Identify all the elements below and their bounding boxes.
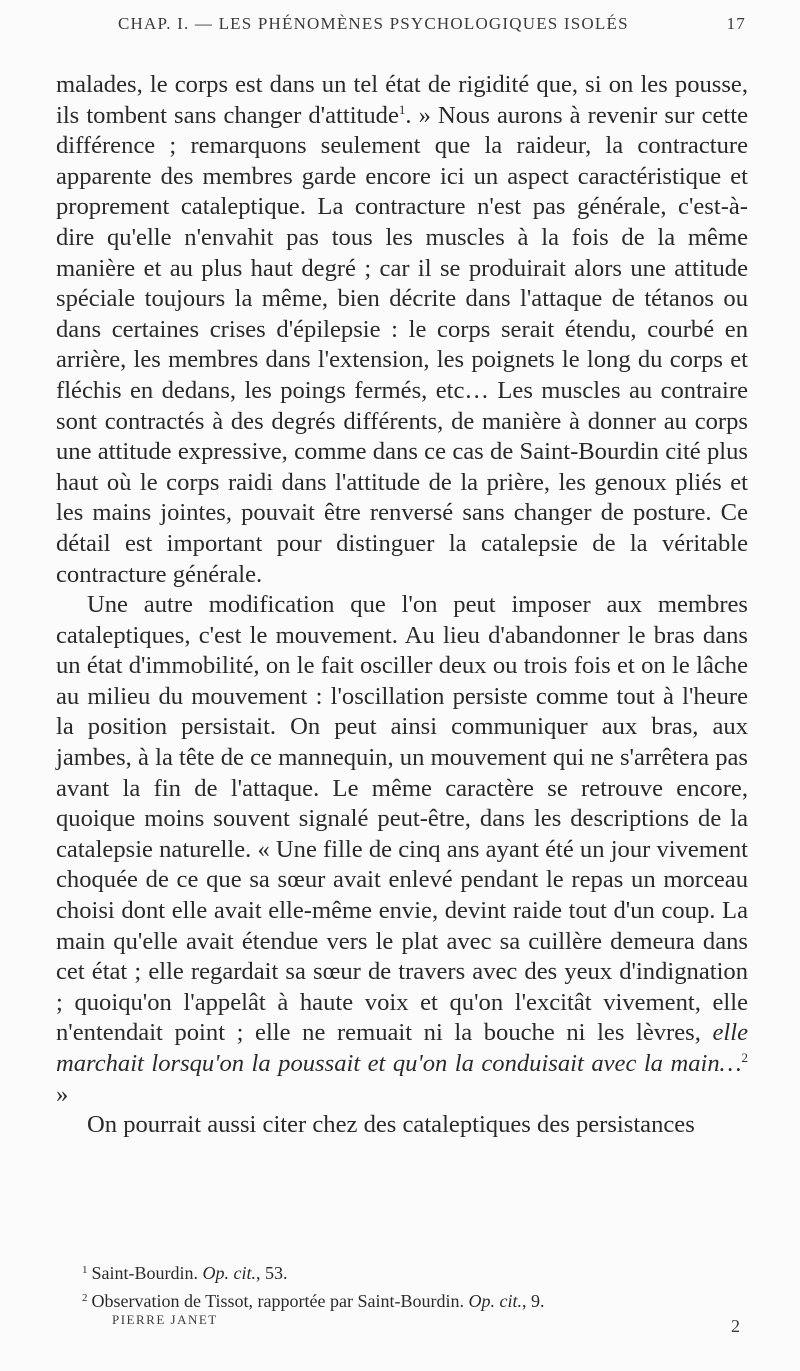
- footnote-1-italic: Op. cit.: [202, 1263, 256, 1283]
- running-title: CHAP. I. — LES PHÉNOMÈNES PSYCHOLOGIQUES ISOLÉS: [118, 14, 629, 33]
- paragraph-1: [56, 70, 748, 590]
- paragraph-2-italic-quote: elle marchait lorsqu'on la poussait et qu'on la conduisait avec la main…: [56, 1019, 748, 1077]
- footnote-1-mark: 1: [82, 1264, 88, 1276]
- footnote-1: [82, 1258, 762, 1286]
- footnote-2-text-a: Observation de Tissot, rapportée par Saint-Bourdin.: [91, 1291, 469, 1311]
- paragraph-3: [56, 1110, 748, 1141]
- running-head: [118, 10, 746, 38]
- page-number: 17: [726, 14, 746, 33]
- footnote-ref-1: 1: [398, 101, 406, 117]
- footnote-2-italic: Op. cit.: [468, 1291, 522, 1311]
- signature-number: 2: [731, 1316, 740, 1336]
- paragraph-2-part-a: Une autre modification que l'on peut imposer aux membres cataleptiques, c'est le mouvement. Au lieu d'abandonner le bras dans un état d'immobilité, on le fait osciller deux ou trois fois et on le lâche au milieu du mouvement : l'oscillation persiste comme tout à l'heure la position persistait. On peut ainsi communiquer aux bras, aux jambes, à la tête de ce mannequin, un mouvement qui ne s'arrêtera pas avant la fin de l'attaque. Le même caractère se retrouve encore, quoique moins souvent signalé peut-être, dans les descriptions de la catalepsie naturelle. « Une fille de cinq ans ayant été un jour vivement choquée de ce que sa sœur avait enlevé pendant le repas un morceau choisi dont elle avait elle-même envie, devint raide tout d'un coup. La main qu'elle avait étendue vers le plat avec sa cuillère demeura dans cet état ; elle regardait sa sœur de travers avec des yeux d'indignation ; quoiqu'on l'appelât à haute voix et qu'on l'excitât vivement, elle n'entendait point ; elle ne remuait ni la bouche ni les lèvres,: [56, 591, 748, 1047]
- footnote-ref-2: 2: [741, 1050, 748, 1065]
- paragraph-1-part-b: . » Nous aurons à revenir sur cette différence ; remarquons seulement que la raideur, la contracture apparente des membres garde encore ici un aspect caractéristique et proprement cataleptique. La contracture n'est pas générale, c'est-à-dire qu'elle n'envahit pas tous les muscles à la fois de la même manière et au plus haut degré ; car il se produirait alors une attitude spéciale toujours la même, bien décrite dans l'attaque de tétanos ou dans certaines crises d'épilepsie : le corps serait étendu, courbé en arrière, les membres dans l'extension, les poignets le long du corps et fléchis en dedans, les poings fermés, etc… Les muscles au contraire sont contractés à des degrés différents, de manière à donner au corps une attitude expressive, comme dans ce cas de Saint-Bourdin cité plus haut où le corps raidi dans l'attitude de la prière, les genoux pliés et les mains jointes, pouvait être renversé sans changer de posture. Ce détail est important pour distinguer la catalepsie de la véritable contracture générale.: [56, 101, 748, 588]
- paragraph-2-part-b: »: [56, 1080, 69, 1108]
- footnote-2-text-b: , 9.: [521, 1291, 545, 1311]
- footnotes: [82, 1258, 762, 1314]
- paragraph-3-text: On pourrait aussi citer chez des cataleptiques des persistances: [87, 1111, 695, 1139]
- footnote-1-text-b: , 53.: [256, 1263, 288, 1283]
- footnote-2-mark: 2: [82, 1292, 88, 1304]
- paragraph-1-part-a: malades, le corps est dans un tel état de rigidité que, si on les pousse, ils tombent sans changer d'attitude: [56, 71, 748, 129]
- footnote-1-text-a: Saint-Bourdin.: [91, 1263, 203, 1283]
- footnote-2: [82, 1286, 762, 1314]
- body-text: [56, 70, 748, 1141]
- paragraph-2: [56, 590, 748, 1110]
- signature-author: PIERRE JANET: [112, 1312, 218, 1327]
